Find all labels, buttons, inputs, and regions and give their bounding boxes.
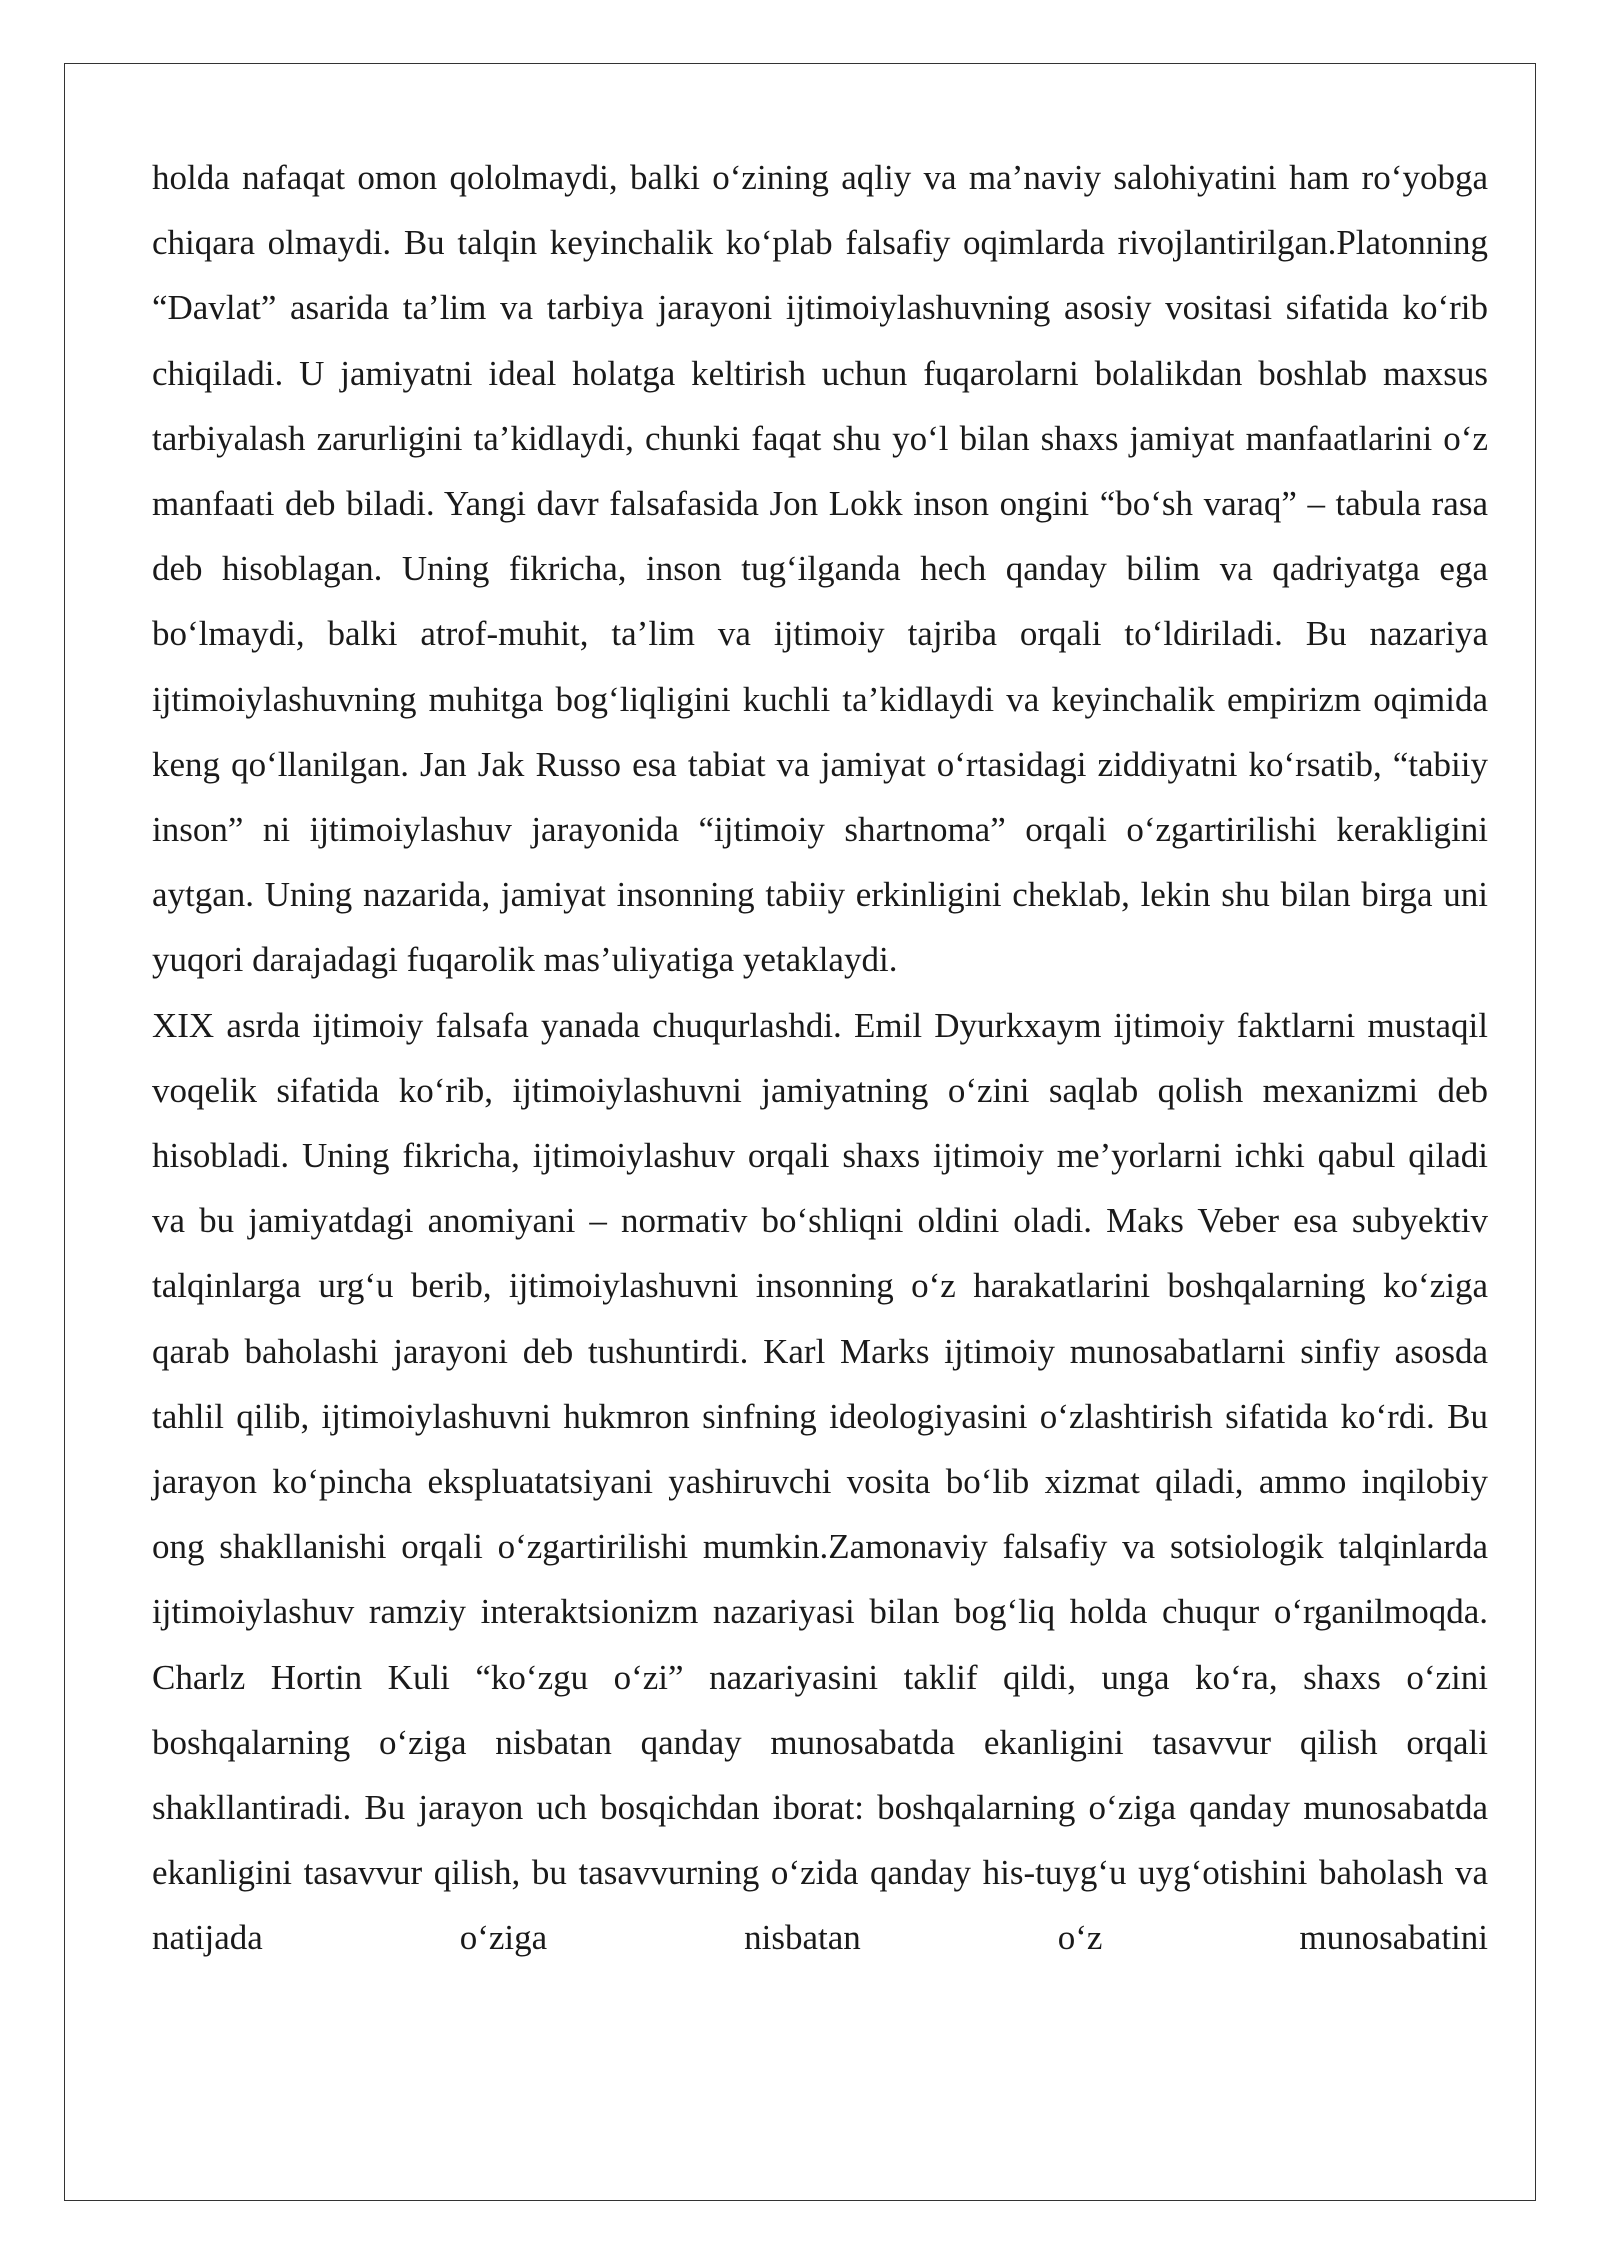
paragraph: holda nafaqat omon qololmaydi, balki o‘zining aqliy va ma’naviy salohiyatini ham ro‘yobga chiqara olmaydi. Bu talqin keyinchalik ko‘plab falsafiy oqimlarda rivojlantirilgan.Platonning “Davlat” asarida ta’lim va tarbiya jarayoni ijtimoiylashuvning asosiy vositasi sifatida ko‘rib chiqiladi. U jamiyatni ideal holatga keltirish uchun fuqarolarni bolalikdan boshlab maxsus tarbiyalash zarurligini ta’kidlaydi, chunki faqat shu yo‘l bilan shaxs jamiyat manfaatlarini o‘z manfaati deb biladi. Yangi davr falsafasida Jon Lokk inson ongini “bo‘sh varaq” – tabula rasa deb hisoblagan. Uning fikricha, inson tug‘ilganda hech qanday bilim va qadriyatga ega bo‘lmaydi, balki atrof-muhit, ta’lim va ijtimoiy tajriba orqali to‘ldiriladi. Bu nazariya ijtimoiylashuvning muhitga bog‘liqligini kuchli ta’kidlaydi va keyinchalik empirizm oqimida keng qo‘llanilgan. Jan Jak Russo esa tabiat va jamiyat o‘rtasidagi ziddiyatni ko‘rsatib, “tabiiy inson” ni ijtimoiylashuv jarayonida “ijtimoiy shartnoma” orqali o‘zgartirilishi kerakligini aytgan. Uning nazarida, jamiyat insonning tabiiy erkinligini cheklab, lekin shu bilan birga uni yuqori darajadagi fuqarolik mas’uliyatiga yetaklaydi. bbox=[152, 158, 1488, 980]
document-body bbox=[152, 145, 1488, 1971]
paragraph: XIX asrda ijtimoiy falsafa yanada chuqurlashdi. Emil Dyurkxaym ijtimoiy faktlarni mustaqil voqelik sifatida ko‘rib, ijtimoiylashuvni jamiyatning o‘zini saqlab qolish mexanizmi deb hisobladi. Uning fikricha, ijtimoiylashuv orqali shaxs ijtimoiy me’yorlarni ichki qabul qiladi va bu jamiyatdagi anomiyani – normativ bo‘shliqni oldini oladi. Maks Veber esa subyektiv talqinlarga urg‘u berib, ijtimoiylashuvni insonning o‘z harakatlarini boshqalarning ko‘ziga qarab baholashi jarayoni deb tushuntirdi. Karl Marks ijtimoiy munosabatlarni sinfiy asosda tahlil qilib, ijtimoiylashuvni hukmron sinfning ideologiyasini o‘zlashtirish sifatida ko‘rdi. Bu jarayon ko‘pincha ekspluatatsiyani yashiruvchi vosita bo‘lib xizmat qiladi, ammo inqilobiy ong shakllanishi orqali o‘zgartirilishi mumkin.Zamonaviy falsafiy va sotsiologik talqinlarda ijtimoiylashuv ramziy interaktsionizm nazariyasi bilan bog‘liq holda chuqur o‘rganilmoqda. Charlz Hortin Kuli “ko‘zgu o‘zi” nazariyasini taklif qildi, unga ko‘ra, shaxs o‘zini boshqalarning o‘ziga nisbatan qanday munosabatda ekanligini tasavvur qilish orqali shakllantiradi. Bu jarayon uch bosqichdan iborat: boshqalarning o‘ziga qanday munosabatda ekanligini tasavvur qilish, bu tasavvurning o‘zida qanday his-tuyg‘u uyg‘otishini baholash va natijada o‘ziga nisbatan o‘z munosabatini bbox=[152, 1005, 1488, 1958]
